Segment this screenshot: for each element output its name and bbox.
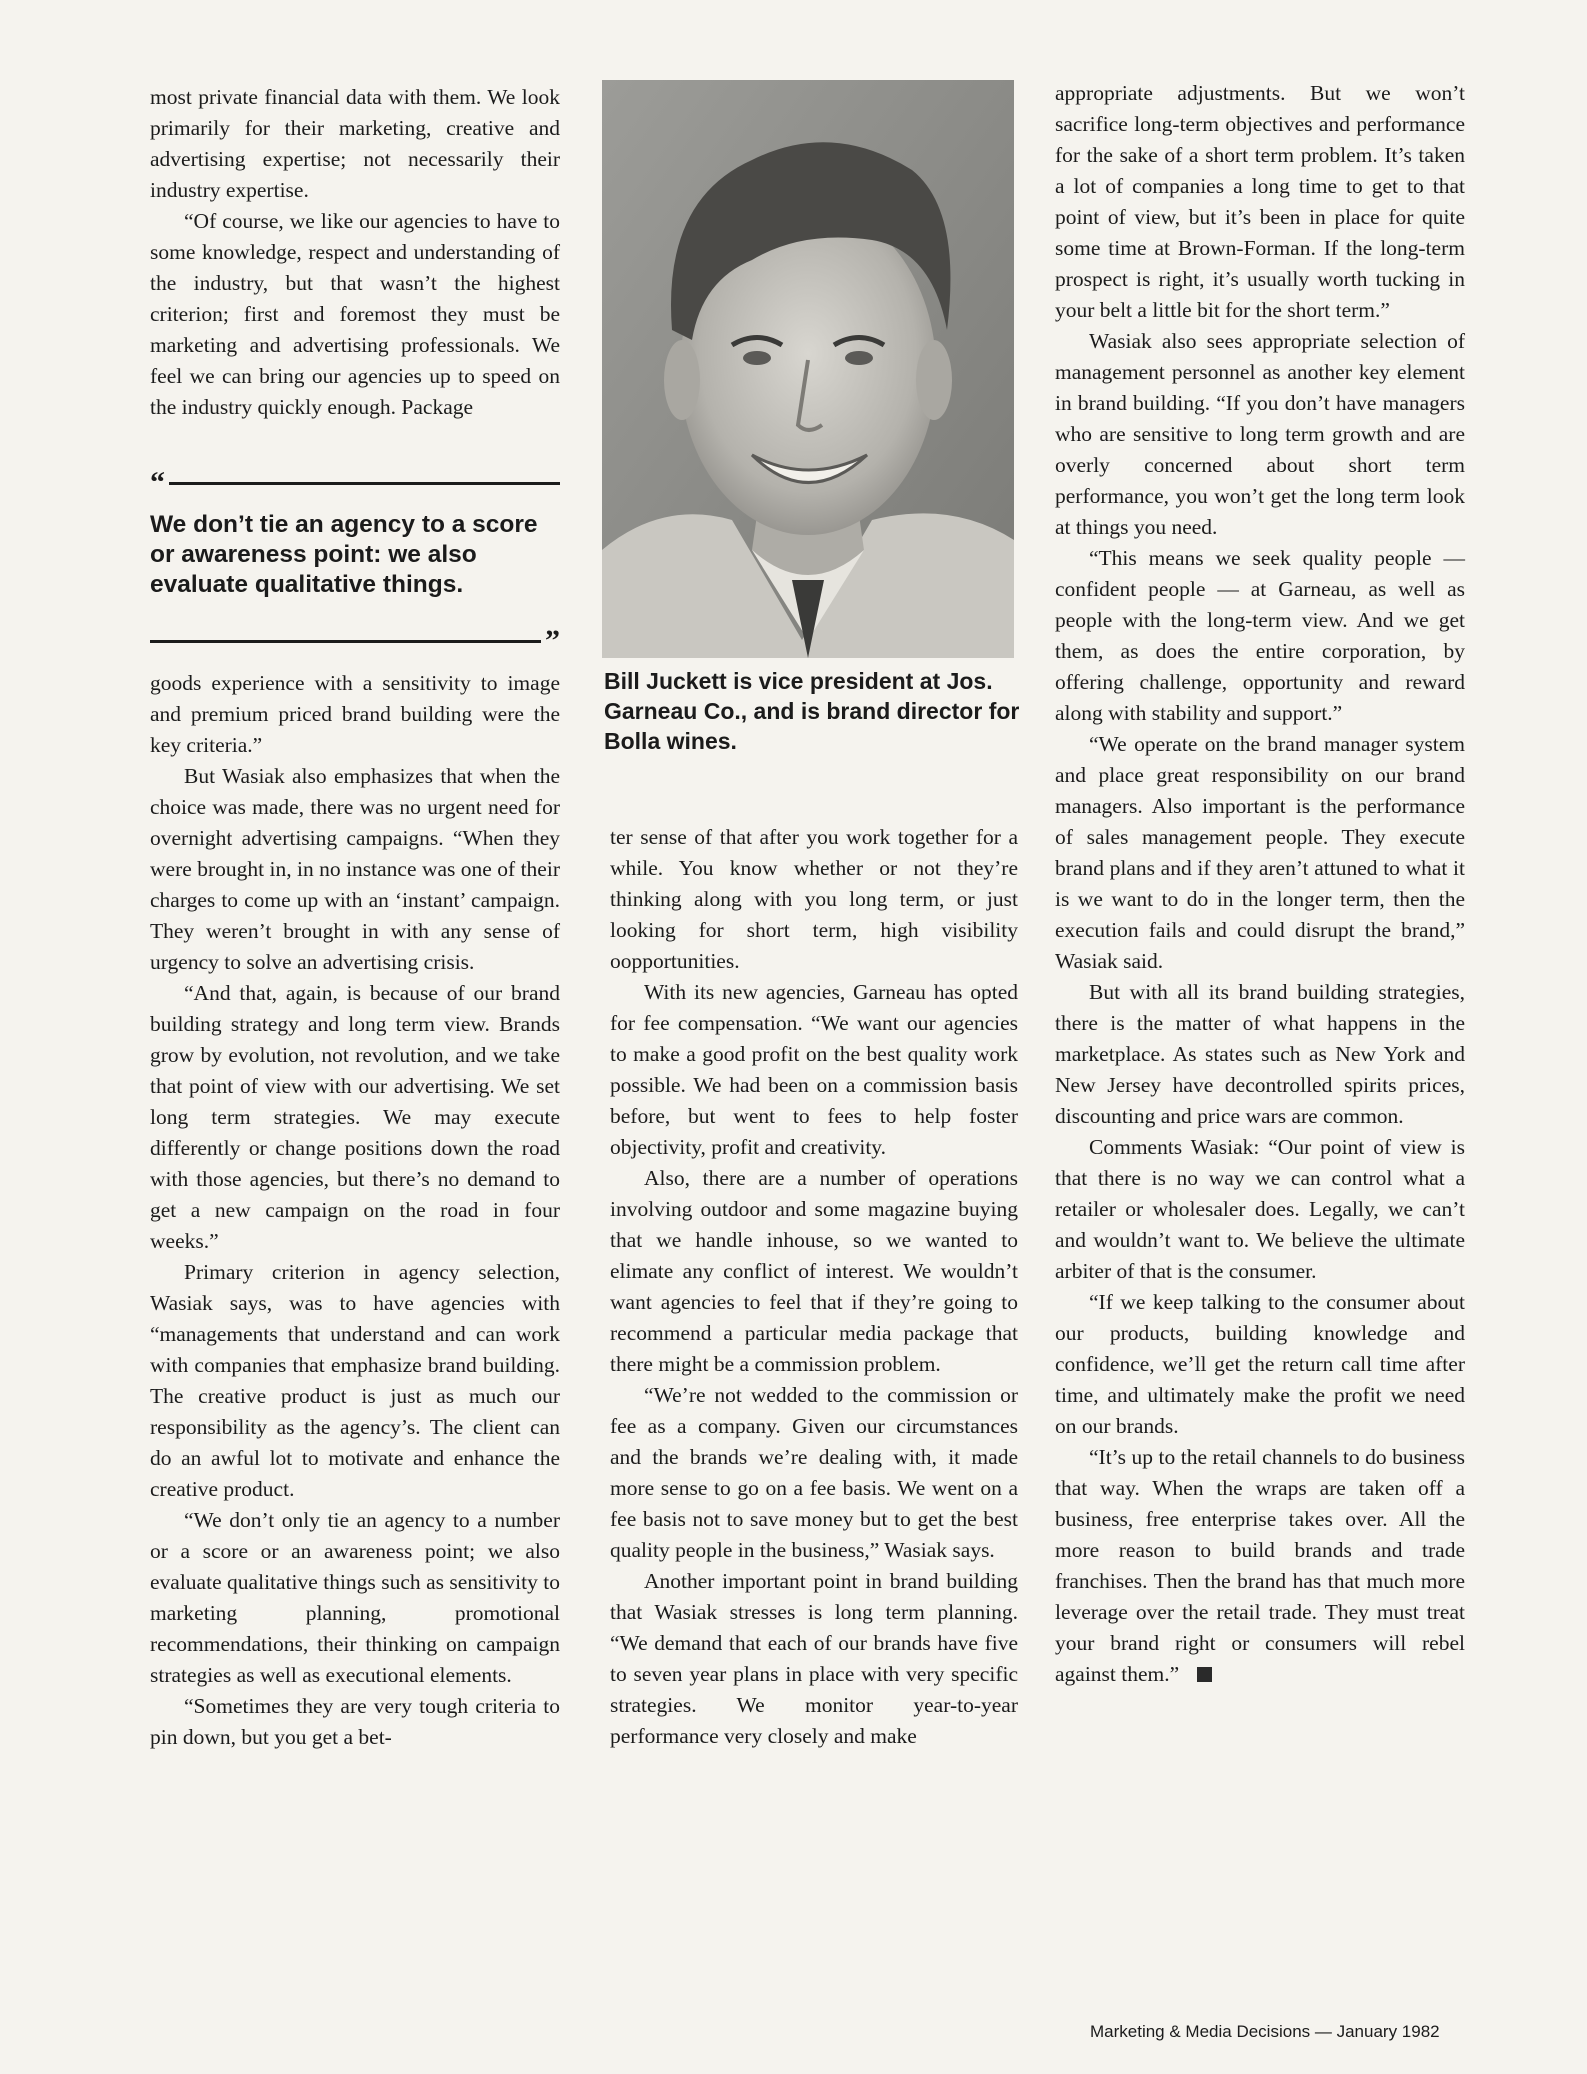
paragraph: “We operate on the brand manager system and place great responsibility on our brand managers. Also important is the performance of sales management people. They execute brand plans and if they aren’t attuned to what it is we want to do in the longer term, then the execution fails and could disrupt the brand,” Wasiak said. [1055, 732, 1465, 973]
paragraph: Also, there are a number of operations involving outdoor and some magazine buying that we handle inhouse, so we wanted to elimate any conflict of interest. We wouldn’t want agencies to feel that if they’re going to recommend a particular media package that there might be a commission problem. [610, 1166, 1018, 1376]
article-column-3 [1055, 78, 1465, 1690]
paragraph: “This means we seek quality people — confident people — at Garneau, as well as people with the long-term view. And we get them, as does the entire corporation, by offering challenge, opportunity and reward along with stability and support.” [1055, 546, 1465, 725]
end-of-article-square-icon [1197, 1667, 1212, 1682]
pull-quote-bottom-rule [150, 640, 541, 643]
paragraph: “If we keep talking to the consumer about our products, building knowledge and confidence, we’ll get the return call time after time, and ultimately make the profit we need on our brands. [1055, 1290, 1465, 1438]
paragraph: With its new agencies, Garneau has opted for fee compensation. “We want our agencies to make a good profit on the best quality work possible. We had been on a commission basis before, but went to fees to help foster objectivity, profit and creativity. [610, 980, 1018, 1159]
paragraph-text: “It’s up to the retail channels to do business that way. When the wraps are taken off a business, free enterprise takes over. All the more reason to build brands and trade franchises. Then the brand has that much more leverage over the retail trade. They must treat your brand right or consumers will rebel against them.” [1055, 1445, 1465, 1686]
paragraph: Primary criterion in agency selection, Wasiak says, was to have agencies with “managements that understand and can work with companies that emphasize brand building. The creative product is just as much our responsibility as the agency’s. The client can do an awful lot to motivate and enhance the creative product. [150, 1260, 560, 1501]
paragraph: ter sense of that after you work together for a while. You know whether or not they’re thinking along with you long term, or just looking for short term, high visibility oopportunities. [610, 825, 1018, 973]
portrait-photo [602, 80, 1014, 658]
paragraph: Comments Wasiak: “Our point of view is that there is no way we can control what a retailer or wholesaler does. Legally, we can’t and wouldn’t want to. We believe the ultimate arbiter of that is the consumer. [1055, 1135, 1465, 1283]
page-footer: Marketing & Media Decisions — January 1982 [1090, 2022, 1440, 2041]
pull-quote-text: We don’t tie an agency to a score or awareness point: we also evaluate qualitative things. [150, 511, 538, 598]
paragraph: most private financial data with them. We look primarily for their marketing, creative and advertising expertise; not necessarily their industry expertise. [150, 85, 560, 202]
paragraph: appropriate adjustments. But we won’t sacrifice long-term objectives and performance for the sake of a short term problem. It’s taken a lot of companies a long time to get to that point of view, but it’s been in place for quite some time at Brown-Forman. If the long-term prospect is right, it’s usually worth tucking in your belt a little bit for the short term.” [1055, 81, 1465, 322]
open-quote-mark: “ [150, 466, 165, 499]
article-column-1-bottom [150, 668, 560, 1753]
last-paragraph [1055, 1442, 1465, 1690]
article-column-1-top [150, 82, 560, 423]
pull-quote-top-rule [169, 482, 560, 485]
paragraph: Wasiak also sees appropriate selection of management personnel as another key element in brand building. “If you don’t have managers who are sensitive to long term growth and are overly concerned about short term performance, you won’t get the long term look at things you need. [1055, 329, 1465, 539]
paragraph: “We don’t only tie an agency to a number or a score or an awareness point; we also evaluate qualitative things such as sensitivity to marketing planning, promotional recommendations, their thinking on campaign strategies as well as executional elements. [150, 1508, 560, 1687]
article-column-2 [610, 822, 1018, 1752]
paragraph: But Wasiak also emphasizes that when the choice was made, there was no urgent need for overnight advertising campaigns. “When they were brought in, in no instance was one of their charges to come up with an ‘instant’ campaign. They weren’t brought in with any sense of urgency to solve an advertising crisis. [150, 764, 560, 974]
paragraph: “And that, again, is because of our brand building strategy and long term view. Brands grow by evolution, not revolution, and we take that point of view with our advertising. We set long term strategies. We may execute differently or change positions down the road with those agencies, but there’s no demand to get a new campaign on the road in four weeks.” [150, 981, 560, 1253]
close-quote-mark: ” [545, 624, 560, 657]
paragraph: goods experience with a sensitivity to image and premium priced brand building were the key criteria.” [150, 671, 560, 757]
pull-quote [150, 466, 560, 657]
paragraph: But with all its brand building strategies, there is the matter of what happens in the marketplace. As states such as New York and New Jersey have decontrolled spirits prices, discounting and price wars are common. [1055, 980, 1465, 1128]
photo-caption: Bill Juckett is vice president at Jos. Garneau Co., and is brand director for Bolla wines. [604, 668, 1020, 754]
paragraph: “We’re not wedded to the commission or fee as a company. Given our circumstances and the brands we’re dealing with, it made more sense to go on a fee basis. We went on a fee basis not to save money but to get the best quality people in the business,” Wasiak says. [610, 1383, 1018, 1562]
paragraph: “Sometimes they are very tough criteria to pin down, but you get a bet- [150, 1694, 560, 1749]
paragraph: “Of course, we like our agencies to have to some knowledge, respect and understanding of the industry, but that wasn’t the highest criterion; first and foremost they must be marketing and advertising professionals. We feel we can bring our agencies up to speed on the industry quickly enough. Package [150, 209, 560, 419]
paragraph: Another important point in brand building that Wasiak stresses is long term planning. “We demand that each of our brands have five to seven year plans in place with very specific strategies. We monitor year-to-year performance very closely and make [610, 1569, 1018, 1748]
